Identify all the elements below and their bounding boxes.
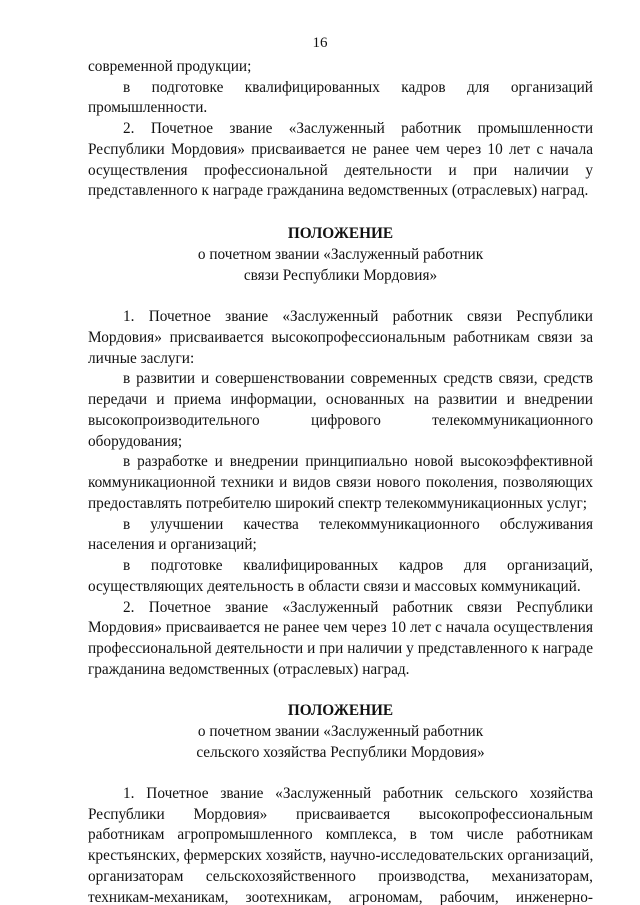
text-line: в развитии и совершенствовании современных средств связи, средств: [123, 370, 593, 387]
text-line: в подготовке квалифицированных кадров для организаций: [123, 79, 593, 96]
text-line: Республики Мордовия» присваивается не ранее чем через 10 лет с начала: [88, 141, 593, 158]
section-subtitle: сельского хозяйства Республики Мордовия»: [196, 744, 485, 761]
text-line: Республики Мордовия» присваивается высокопрофессиональным: [88, 806, 593, 823]
text-line: 2. Почетное звание «Заслуженный работник связи Республики: [123, 599, 593, 616]
section-subtitle: о почетном звании «Заслуженный работник: [197, 246, 484, 263]
text-line: населения и организаций;: [88, 536, 257, 553]
text-line: представленного к награде гражданина ведомственных (отраслевых) наград.: [88, 182, 589, 199]
text-line: Мордовия» присваивается не ранее чем через 10 лет с начала осуществления: [88, 619, 593, 636]
text-line: Мордовия» присваивается высокопрофессиональным работникам связи за: [88, 329, 593, 346]
text-line: в улучшении качества телекоммуникационного обслуживания: [123, 516, 593, 533]
text-line: осуществляющих деятельность в области связи и массовых коммуникаций.: [88, 578, 581, 595]
text-line: осуществления профессиональной деятельности и при наличии у: [88, 162, 593, 179]
section-heading: ПОЛОЖЕНИЕ: [287, 702, 394, 719]
text-line: личные заслуги:: [88, 350, 195, 367]
page-number: 16: [312, 35, 328, 51]
text-line: техникам-механикам, зоотехникам, агрономам, рабочим, инженерно-: [88, 889, 593, 905]
text-line: передачи и приема информации, основанных на развитии и внедрении: [88, 391, 593, 408]
text-line: гражданина ведомственных (отраслевых) наград.: [88, 661, 410, 678]
text-line: профессиональной деятельности и при наличии у представленного к награде: [88, 640, 593, 657]
text-line: современной продукции;: [88, 58, 252, 75]
text-line: работникам агропромышленного комплекса, в том числе работникам: [88, 826, 593, 843]
text-line: в разработке и внедрении принципиально новой высокоэффективной: [123, 453, 593, 470]
section-subtitle: связи Республики Мордовия»: [243, 267, 438, 284]
text-line: предоставлять потребителю широкий спектр телекоммуникационных услуг;: [88, 495, 588, 512]
section-heading: ПОЛОЖЕНИЕ: [287, 225, 394, 242]
text-line: высокопроизводительного цифрового телекоммуникационного: [88, 412, 593, 429]
text-line: 2. Почетное звание «Заслуженный работник промышленности: [123, 120, 593, 137]
section-subtitle: о почетном звании «Заслуженный работник: [197, 723, 484, 740]
text-line: 1. Почетное звание «Заслуженный работник связи Республики: [123, 308, 593, 325]
text-line: коммуникационной техники и видов связи нового поколения, позволяющих: [88, 474, 593, 491]
text-line: крестьянских, фермерских хозяйств, научно-исследовательских организаций,: [88, 847, 594, 864]
text-line: организаторам сельскохозяйственного производства, механизаторам,: [88, 868, 593, 885]
text-line: промышленности.: [88, 99, 208, 116]
text-line: 1. Почетное звание «Заслуженный работник сельского хозяйства: [123, 785, 593, 802]
text-line: оборудования;: [88, 433, 183, 450]
text-line: в подготовке квалифицированных кадров для организаций,: [123, 557, 593, 574]
